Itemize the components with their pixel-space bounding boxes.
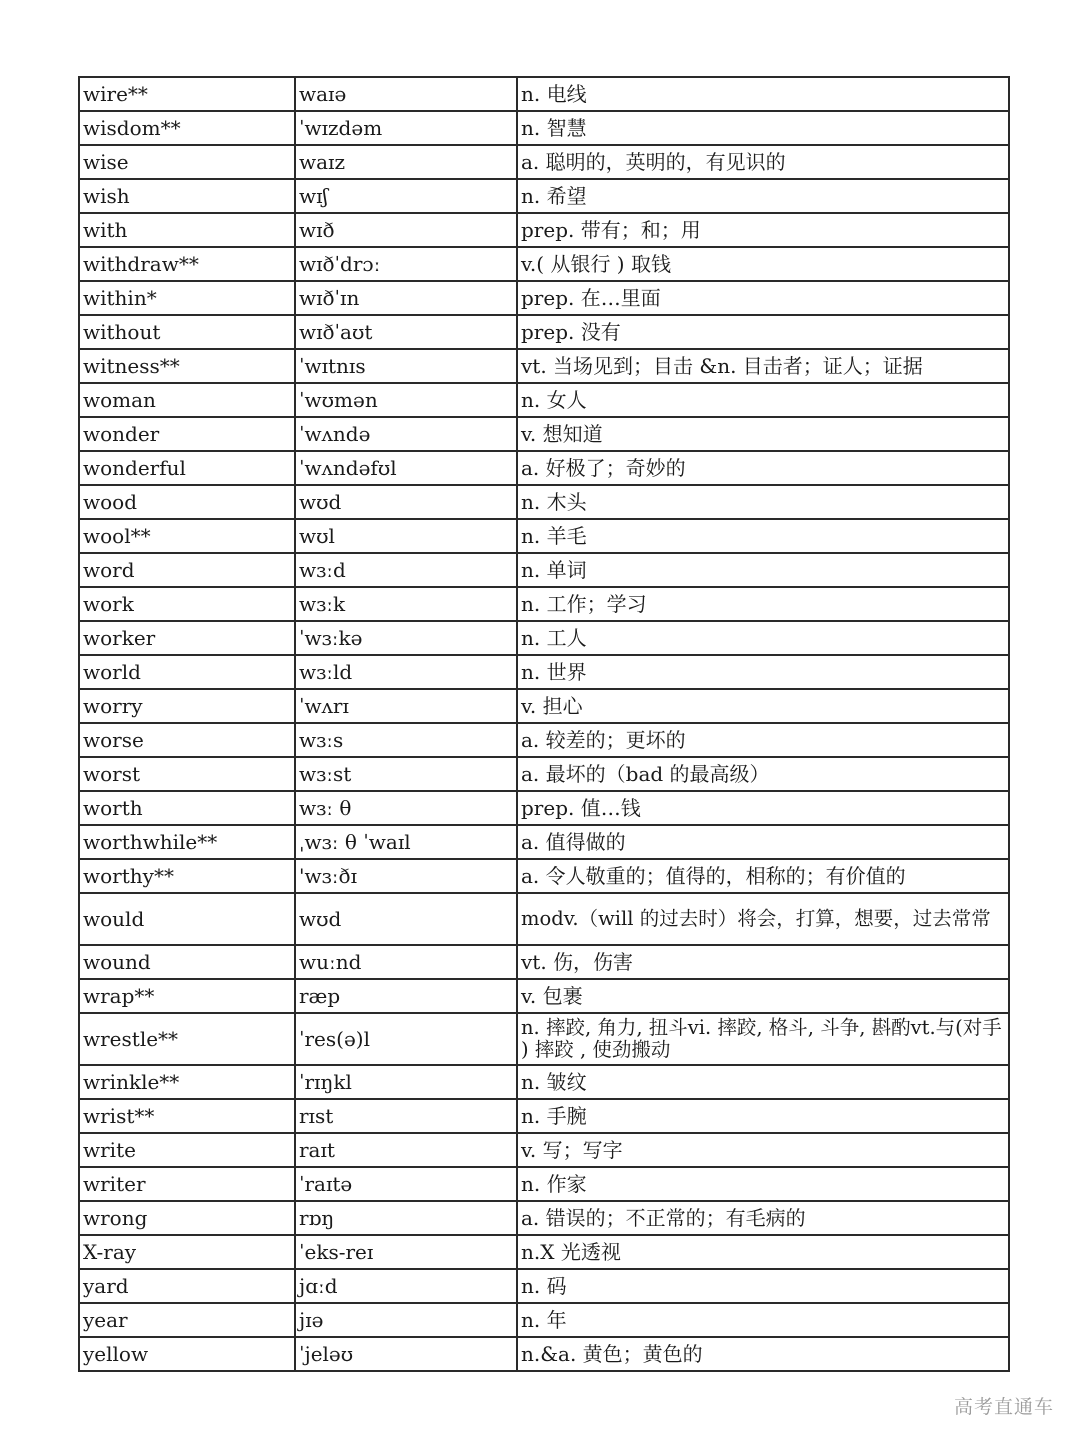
meaning-cell: a. 值得做的 bbox=[517, 825, 1009, 859]
phonetic-cell: wɜːd bbox=[295, 553, 517, 587]
meaning-cell: n. 木头 bbox=[517, 485, 1009, 519]
meaning-cell: a. 最坏的（bad 的最高级） bbox=[517, 757, 1009, 791]
meaning-cell: v. 包裹 bbox=[517, 979, 1009, 1013]
meaning-cell: n. 女人 bbox=[517, 383, 1009, 417]
meaning-cell: v. 写；写字 bbox=[517, 1133, 1009, 1167]
meaning-cell: v. 想知道 bbox=[517, 417, 1009, 451]
phonetic-cell: wɜːk bbox=[295, 587, 517, 621]
phonetic-cell: jɑːd bbox=[295, 1269, 517, 1303]
meaning-cell: n. 希望 bbox=[517, 179, 1009, 213]
phonetic-cell: ˈjeləʊ bbox=[295, 1337, 517, 1371]
word-cell: worker bbox=[79, 621, 295, 655]
phonetic-cell: wɪʃ bbox=[295, 179, 517, 213]
word-cell: yellow bbox=[79, 1337, 295, 1371]
table-row bbox=[79, 859, 1009, 893]
phonetic-cell: ˈwʊmən bbox=[295, 383, 517, 417]
table-row bbox=[79, 1065, 1009, 1099]
meaning-cell: a. 较差的；更坏的 bbox=[517, 723, 1009, 757]
phonetic-cell: waɪz bbox=[295, 145, 517, 179]
meaning-cell: a. 聪明的，英明的，有见识的 bbox=[517, 145, 1009, 179]
meaning-cell: prep. 在…里面 bbox=[517, 281, 1009, 315]
table-row bbox=[79, 383, 1009, 417]
phonetic-cell: ˈwɪtnɪs bbox=[295, 349, 517, 383]
table-row bbox=[79, 213, 1009, 247]
table-row bbox=[79, 349, 1009, 383]
meaning-cell: n. 单词 bbox=[517, 553, 1009, 587]
table-row bbox=[79, 145, 1009, 179]
meaning-cell: n. 作家 bbox=[517, 1167, 1009, 1201]
meaning-cell: n. 码 bbox=[517, 1269, 1009, 1303]
table-row bbox=[79, 417, 1009, 451]
meaning-cell: v.( 从银行 ) 取钱 bbox=[517, 247, 1009, 281]
word-cell: worthy** bbox=[79, 859, 295, 893]
meaning-cell: n. 手腕 bbox=[517, 1099, 1009, 1133]
table-row bbox=[79, 1013, 1009, 1065]
meaning-cell: vt. 伤，伤害 bbox=[517, 945, 1009, 979]
phonetic-cell: ˈeks-reɪ bbox=[295, 1235, 517, 1269]
table-row bbox=[79, 179, 1009, 213]
phonetic-cell: wɪðˈaʊt bbox=[295, 315, 517, 349]
meaning-cell: n.X 光透视 bbox=[517, 1235, 1009, 1269]
phonetic-cell: ˈwʌndəfʊl bbox=[295, 451, 517, 485]
table-row bbox=[79, 519, 1009, 553]
word-cell: with bbox=[79, 213, 295, 247]
table-row bbox=[79, 111, 1009, 145]
phonetic-cell: ˈraɪtə bbox=[295, 1167, 517, 1201]
word-cell: X-ray bbox=[79, 1235, 295, 1269]
table-row bbox=[79, 1201, 1009, 1235]
phonetic-cell: wɜː θ bbox=[295, 791, 517, 825]
word-cell: world bbox=[79, 655, 295, 689]
phonetic-cell: wʊl bbox=[295, 519, 517, 553]
table-row bbox=[79, 1099, 1009, 1133]
table-row bbox=[79, 247, 1009, 281]
phonetic-cell: wɪð bbox=[295, 213, 517, 247]
meaning-cell: n. 皱纹 bbox=[517, 1065, 1009, 1099]
table-row bbox=[79, 791, 1009, 825]
word-cell: worse bbox=[79, 723, 295, 757]
word-cell: would bbox=[79, 893, 295, 945]
table-row bbox=[79, 757, 1009, 791]
word-cell: withdraw** bbox=[79, 247, 295, 281]
watermark-text: 高考直通车 bbox=[953, 1396, 1054, 1418]
word-cell: wrist** bbox=[79, 1099, 295, 1133]
meaning-cell: n. 年 bbox=[517, 1303, 1009, 1337]
word-cell: year bbox=[79, 1303, 295, 1337]
vocabulary-table-body bbox=[79, 77, 1009, 1371]
phonetic-cell: wɪðˈɪn bbox=[295, 281, 517, 315]
table-row bbox=[79, 1269, 1009, 1303]
word-cell: wood bbox=[79, 485, 295, 519]
meaning-cell: n. 电线 bbox=[517, 77, 1009, 111]
meaning-cell: n.&a. 黄色；黄色的 bbox=[517, 1337, 1009, 1371]
meaning-cell: v. 担心 bbox=[517, 689, 1009, 723]
phonetic-cell: ˌwɜː θ ˈwaɪl bbox=[295, 825, 517, 859]
phonetic-cell: rɒŋ bbox=[295, 1201, 517, 1235]
phonetic-cell: wɜːs bbox=[295, 723, 517, 757]
phonetic-cell: wʊd bbox=[295, 485, 517, 519]
word-cell: writer bbox=[79, 1167, 295, 1201]
word-cell: wise bbox=[79, 145, 295, 179]
phonetic-cell: wɪðˈdrɔː bbox=[295, 247, 517, 281]
word-cell: without bbox=[79, 315, 295, 349]
word-cell: worry bbox=[79, 689, 295, 723]
phonetic-cell: rɪst bbox=[295, 1099, 517, 1133]
table-row bbox=[79, 893, 1009, 945]
phonetic-cell: wɜːst bbox=[295, 757, 517, 791]
phonetic-cell: wʊd bbox=[295, 893, 517, 945]
meaning-cell: modv.（will 的过去时）将会，打算，想要，过去常常 bbox=[517, 893, 1009, 945]
phonetic-cell: wuːnd bbox=[295, 945, 517, 979]
phonetic-cell: ˈwɜːkə bbox=[295, 621, 517, 655]
phonetic-cell: waɪə bbox=[295, 77, 517, 111]
word-cell: wrap** bbox=[79, 979, 295, 1013]
word-cell: yard bbox=[79, 1269, 295, 1303]
meaning-cell: a. 好极了；奇妙的 bbox=[517, 451, 1009, 485]
word-cell: wrong bbox=[79, 1201, 295, 1235]
table-row bbox=[79, 945, 1009, 979]
phonetic-cell: ˈrɪŋkl bbox=[295, 1065, 517, 1099]
table-row bbox=[79, 979, 1009, 1013]
word-cell: worthwhile** bbox=[79, 825, 295, 859]
table-row bbox=[79, 553, 1009, 587]
table-row bbox=[79, 1337, 1009, 1371]
table-row bbox=[79, 723, 1009, 757]
meaning-cell: a. 错误的；不正常的；有毛病的 bbox=[517, 1201, 1009, 1235]
table-row bbox=[79, 825, 1009, 859]
phonetic-cell: ˈres(ə)l bbox=[295, 1013, 517, 1065]
table-row bbox=[79, 485, 1009, 519]
meaning-cell: vt. 当场见到；目击 &n. 目击者；证人；证据 bbox=[517, 349, 1009, 383]
phonetic-cell: ˈwʌrɪ bbox=[295, 689, 517, 723]
table-row bbox=[79, 621, 1009, 655]
phonetic-cell: ræp bbox=[295, 979, 517, 1013]
meaning-cell: n. 工作；学习 bbox=[517, 587, 1009, 621]
word-cell: wrinkle** bbox=[79, 1065, 295, 1099]
table-row bbox=[79, 587, 1009, 621]
table-row bbox=[79, 451, 1009, 485]
word-cell: worst bbox=[79, 757, 295, 791]
word-cell: wish bbox=[79, 179, 295, 213]
word-cell: witness** bbox=[79, 349, 295, 383]
meaning-cell: prep. 带有；和；用 bbox=[517, 213, 1009, 247]
table-row bbox=[79, 1167, 1009, 1201]
table-row bbox=[79, 1303, 1009, 1337]
meaning-cell: prep. 没有 bbox=[517, 315, 1009, 349]
word-cell: worth bbox=[79, 791, 295, 825]
word-cell: wire** bbox=[79, 77, 295, 111]
word-cell: wrestle** bbox=[79, 1013, 295, 1065]
word-cell: wound bbox=[79, 945, 295, 979]
phonetic-cell: jɪə bbox=[295, 1303, 517, 1337]
word-cell: within* bbox=[79, 281, 295, 315]
table-row bbox=[79, 655, 1009, 689]
meaning-cell: prep. 值…钱 bbox=[517, 791, 1009, 825]
meaning-cell: a. 令人敬重的；值得的，相称的；有价值的 bbox=[517, 859, 1009, 893]
phonetic-cell: ˈwɪzdəm bbox=[295, 111, 517, 145]
table-row bbox=[79, 1133, 1009, 1167]
word-cell: wisdom** bbox=[79, 111, 295, 145]
phonetic-cell: 'wɜːðɪ bbox=[295, 859, 517, 893]
word-cell: wonder bbox=[79, 417, 295, 451]
table-row bbox=[79, 77, 1009, 111]
table-row bbox=[79, 281, 1009, 315]
word-cell: wonderful bbox=[79, 451, 295, 485]
table-row bbox=[79, 315, 1009, 349]
vocabulary-table bbox=[78, 76, 1010, 1372]
table-row bbox=[79, 1235, 1009, 1269]
word-cell: woman bbox=[79, 383, 295, 417]
meaning-cell: n. 摔跤, 角力, 扭斗vi. 摔跤, 格斗, 斗争, 斟酌vt.与(对手 ) 摔跤 , 使劲搬动 bbox=[517, 1013, 1009, 1065]
meaning-cell: n. 世界 bbox=[517, 655, 1009, 689]
phonetic-cell: raɪt bbox=[295, 1133, 517, 1167]
meaning-cell: n. 智慧 bbox=[517, 111, 1009, 145]
phonetic-cell: ˈwʌndə bbox=[295, 417, 517, 451]
word-cell: wool** bbox=[79, 519, 295, 553]
phonetic-cell: wɜːld bbox=[295, 655, 517, 689]
meaning-cell: n. 羊毛 bbox=[517, 519, 1009, 553]
meaning-cell: n. 工人 bbox=[517, 621, 1009, 655]
table-row bbox=[79, 689, 1009, 723]
word-cell: write bbox=[79, 1133, 295, 1167]
word-cell: work bbox=[79, 587, 295, 621]
word-cell: word bbox=[79, 553, 295, 587]
